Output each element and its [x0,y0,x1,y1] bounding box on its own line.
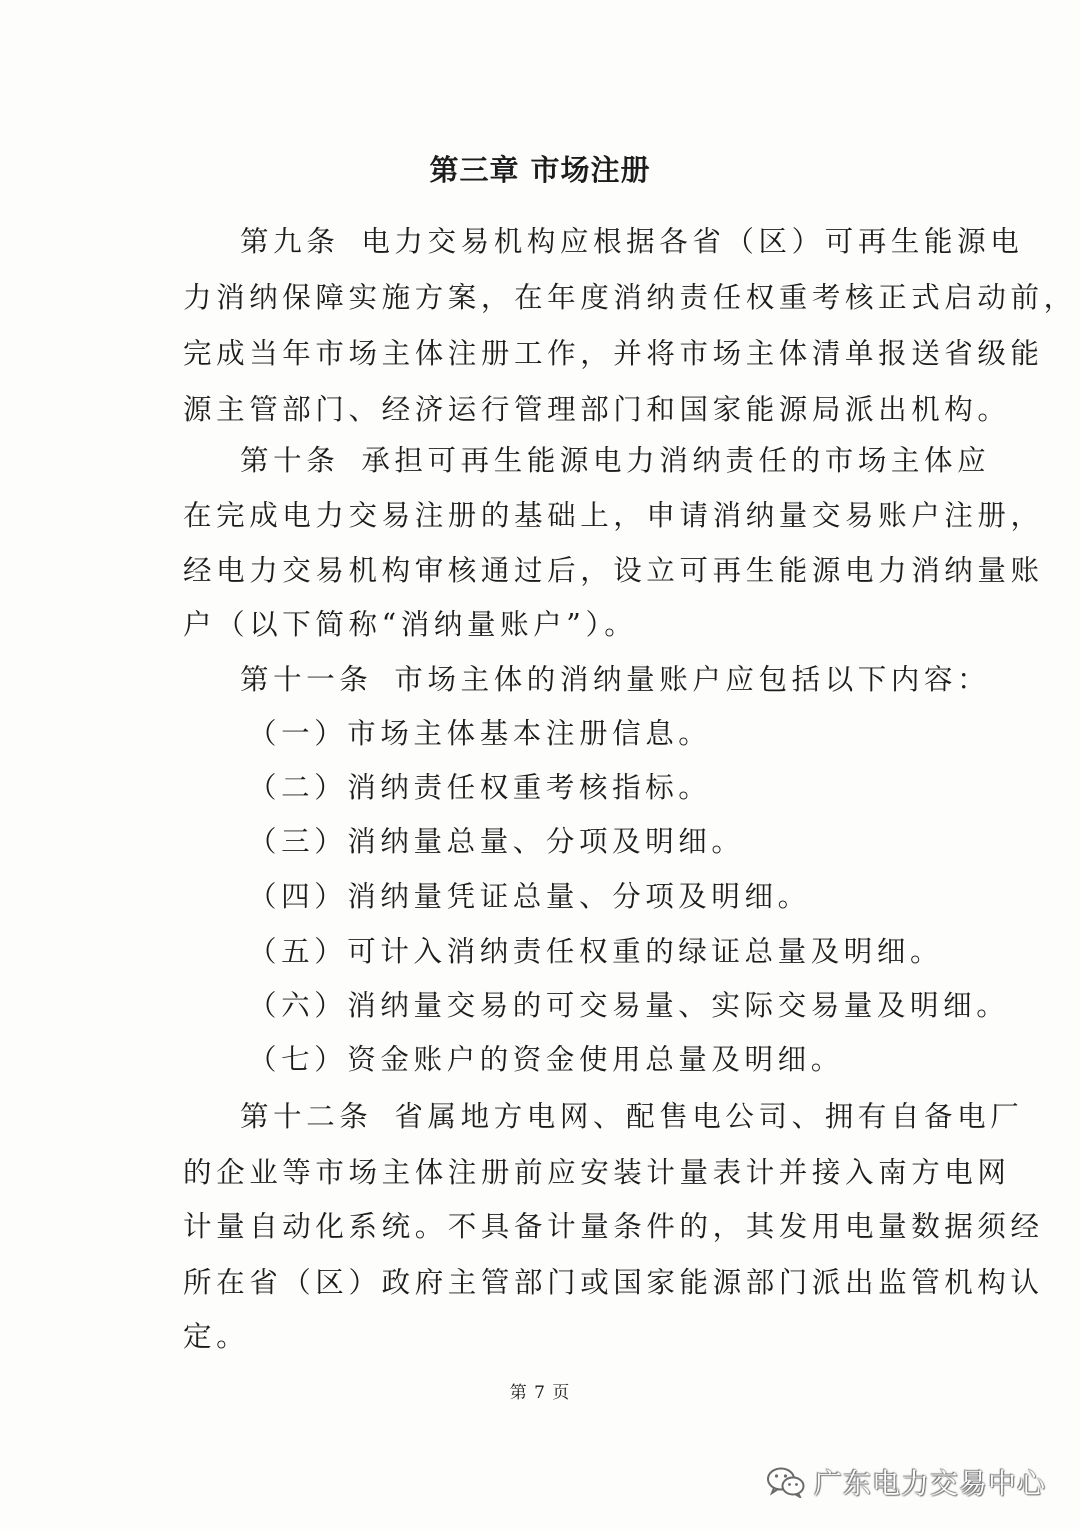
article-12-line-1 [240,1097,1023,1137]
article-12-line-2: 的企业等市场主体注册前应安装计量表计并接入南方电网 [183,1156,1011,1189]
article-9-line-2: 力消纳保障实施方案，在年度消纳责任权重考核正式启动前， [183,281,1077,314]
wechat-icon [766,1466,806,1498]
article-9-line-3: 完成当年市场主体注册工作，并将市场主体清单报送省级能 [183,337,1044,370]
article-9-label: 第九条 [240,225,340,258]
article-11-item-1: （一）市场主体基本注册信息。 [248,717,712,750]
article-10-text: 承担可再生能源电力消纳责任的市场主体应 [361,444,991,477]
watermark-text: 广东电力交易中心 [813,1467,1046,1500]
article-12-line-5: 定。 [183,1320,250,1353]
watermark [766,1462,1046,1502]
article-10-label: 第十条 [240,444,340,477]
article-12-line-3: 计量自动化系统。不具备计量条件的，其发用电量数据须经 [183,1210,1044,1243]
article-11-label: 第十一条 [240,663,373,696]
article-12-text: 省属地方电网、配售电公司、拥有自备电厂 [394,1100,1024,1133]
article-12-line-4: 所在省（区）政府主管部门或国家能源部门派出监管机构认 [183,1266,1044,1299]
article-11-item-2: （二）消纳责任权重考核指标。 [248,771,712,804]
article-10-line-1 [240,441,990,481]
article-11-item-5: （五）可计入消纳责任权重的绿证总量及明细。 [248,935,944,968]
chapter-title: 第三章 市场注册 [429,153,651,187]
article-11-item-6: （六）消纳量交易的可交易量、实际交易量及明细。 [248,989,1010,1022]
article-11-line-1 [240,660,990,700]
page-number: 第 7 页 [509,1383,571,1403]
article-11-item-3: （三）消纳量总量、分项及明细。 [248,825,745,858]
article-11-item-4: （四）消纳量凭证总量、分项及明细。 [248,880,811,913]
article-10-line-3: 经电力交易机构审核通过后，设立可再生能源电力消纳量账 [183,554,1044,587]
article-11-item-7: （七）资金账户的资金使用总量及明细。 [248,1043,844,1076]
article-12-label: 第十二条 [240,1100,373,1133]
article-9-line-4: 源主管部门、经济运行管理部门和国家能源局派出机构。 [183,393,1011,426]
article-10-line-2: 在完成电力交易注册的基础上，申请消纳量交易账户注册， [183,499,1044,532]
article-11-intro: 市场主体的消纳量账户应包括以下内容： [394,663,991,696]
article-9-text: 电力交易机构应根据各省（区）可再生能源电 [361,225,1024,258]
article-9-line-1 [240,222,1023,262]
article-10-line-4: 户（以下简称“消纳量账户”）。 [183,608,638,641]
